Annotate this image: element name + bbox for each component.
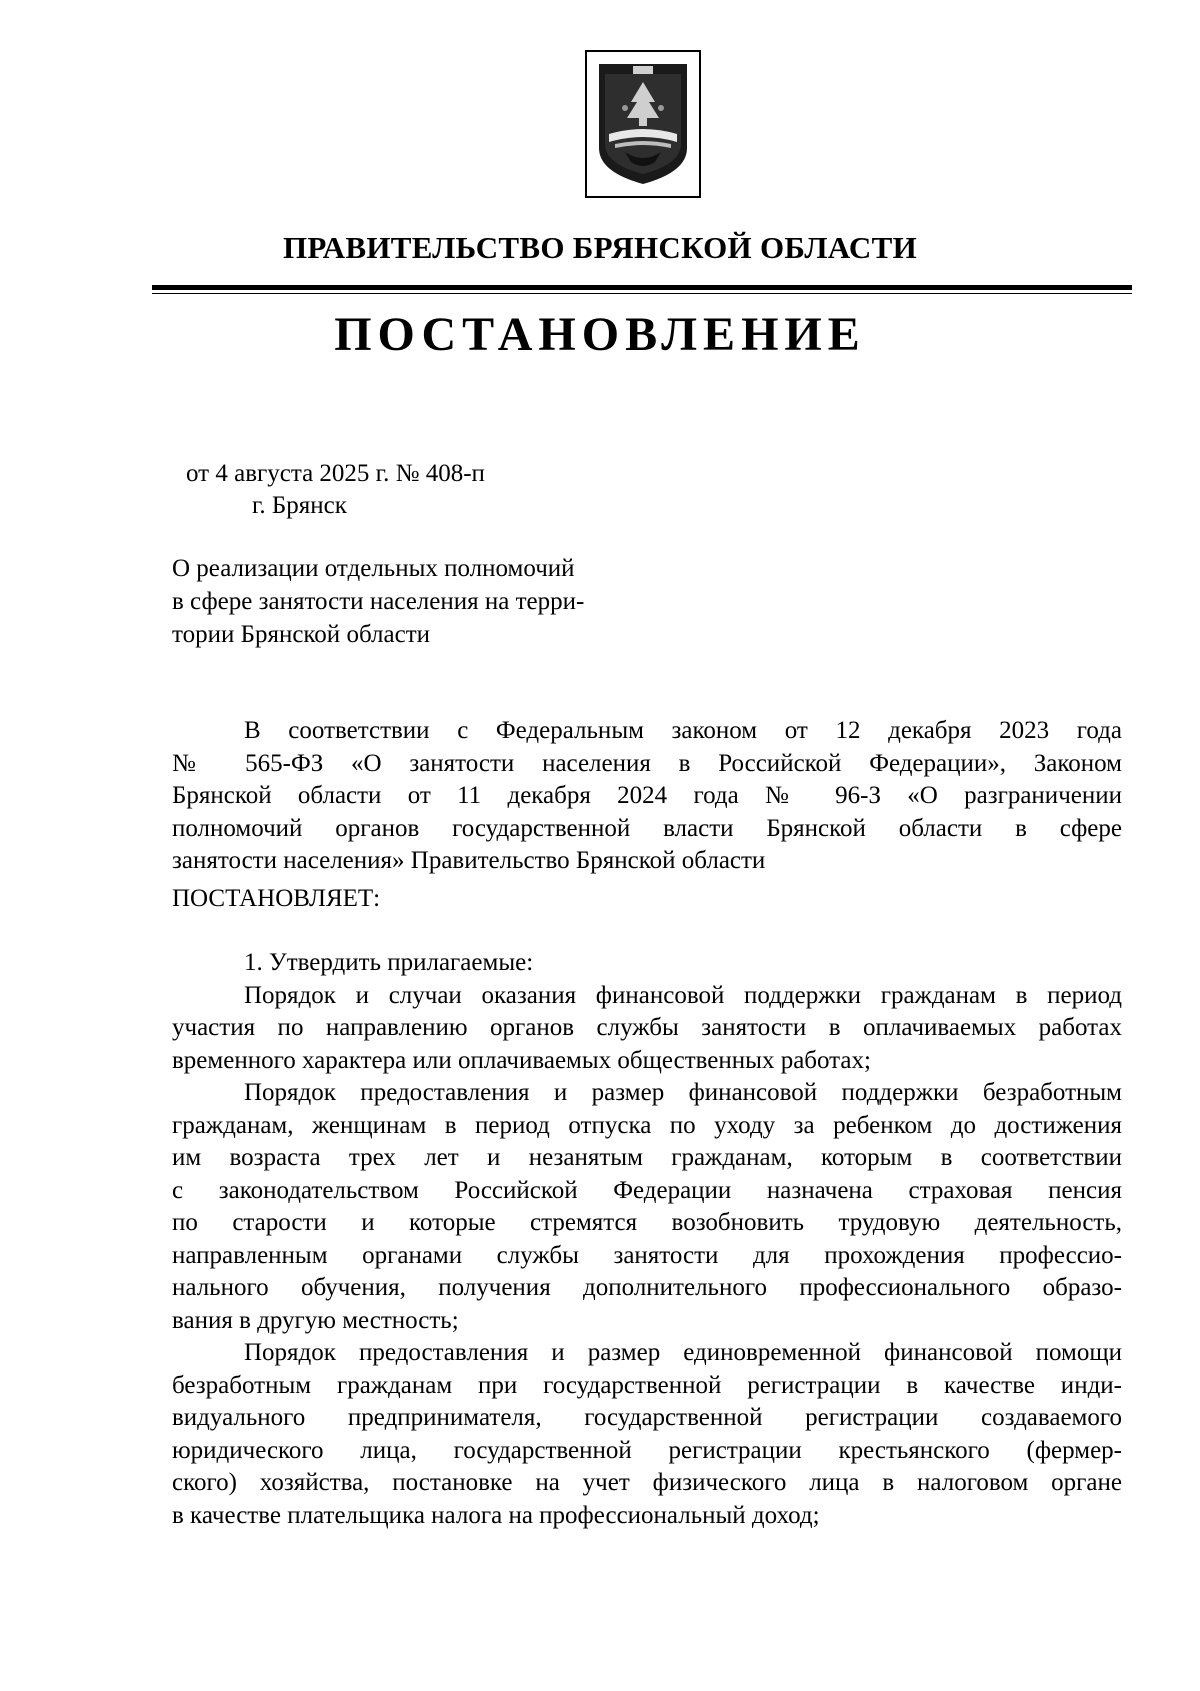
para3-line: ского) хозяйства, постановке на учет физического лица в налоговом органе — [172, 1469, 1122, 1496]
para3-line: видуального предпринимателя, государственной регистрации создаваемого — [172, 1404, 1122, 1431]
preamble-line: полномочий органов государственной власти Брянской области в сфере — [172, 814, 1122, 842]
preamble-line: занятости населения» Правительство Брянской области — [172, 847, 766, 874]
para3-line: безработным гражданам при государственной регистрации в качестве инди- — [172, 1371, 1122, 1399]
decree-word — [172, 883, 1122, 916]
decree-points — [172, 947, 1122, 1532]
date-number: от 4 августа 2025 г. № 408-п — [186, 460, 485, 487]
header-divider-thick — [152, 285, 1132, 290]
header-divider-thin — [152, 293, 1132, 294]
para1-line: временного характера или оплачиваемых общественных работах; — [172, 1046, 871, 1074]
preamble-paragraph — [172, 715, 1122, 878]
para2-line: Порядок предоставления и размер финансовой поддержки безработным — [244, 1079, 1122, 1106]
bryansk-coat-of-arms-icon — [585, 50, 701, 198]
para3-line: в качестве плательщика налога на профессиональный доход; — [172, 1501, 820, 1529]
subject-line: тории Брянской области — [172, 621, 431, 648]
para1-line: Порядок и случаи оказания финансовой поддержки гражданам в период — [244, 981, 1122, 1009]
subject-line: в сфере занятости населения на терри- — [172, 588, 585, 615]
decree-text: ПОСТАНОВЛЯЕТ: — [172, 885, 381, 912]
para2-line: по старости и которые стремятся возобновить трудовую деятельность, — [172, 1209, 1122, 1236]
document-subject — [172, 552, 584, 651]
preamble-line: № 565-ФЗ «О занятости населения в Российской Федерации», Законом — [172, 749, 1122, 777]
para2-line: им возраста трех лет и незанятым гражданам, которым в соответствии — [172, 1144, 1122, 1171]
para2-line: направленным органами службы занятости для прохождения профессио- — [172, 1241, 1122, 1269]
item1-heading: 1. Утвердить прилагаемые: — [244, 949, 534, 976]
city: г. Брянск — [252, 492, 347, 519]
para2-line: нального обучения, получения дополнительного профессионального образо- — [172, 1274, 1122, 1301]
para3-line: юридического лица, государственной регистрации крестьянского (фермер- — [172, 1436, 1122, 1464]
para2-line: с законодательством Российской Федерации назначена страховая пенсия — [172, 1176, 1122, 1204]
organization-title: ПРАВИТЕЛЬСТВО БРЯНСКОЙ ОБЛАСТИ — [282, 230, 918, 265]
para3-line: Порядок предоставления и размер единовременной финансовой помощи — [244, 1339, 1122, 1366]
para2-line: вания в другую местность; — [172, 1306, 459, 1334]
para2-line: гражданам, женщинам в период отпуска по уходу за ребенком до достижения — [172, 1111, 1122, 1139]
para1-line: участия по направлению органов службы занятости в оплачиваемых работах — [172, 1014, 1122, 1041]
document-type-title: ПОСТАНОВЛЕНИЕ — [334, 308, 866, 361]
preamble-line: Брянской области от 11 декабря 2024 года № 96-З «О разграничении — [172, 782, 1122, 809]
subject-line: О реализации отдельных полномочий — [172, 555, 575, 582]
preamble-line: В соответствии с Федеральным законом от 12 декабря 2023 года — [244, 717, 1122, 744]
